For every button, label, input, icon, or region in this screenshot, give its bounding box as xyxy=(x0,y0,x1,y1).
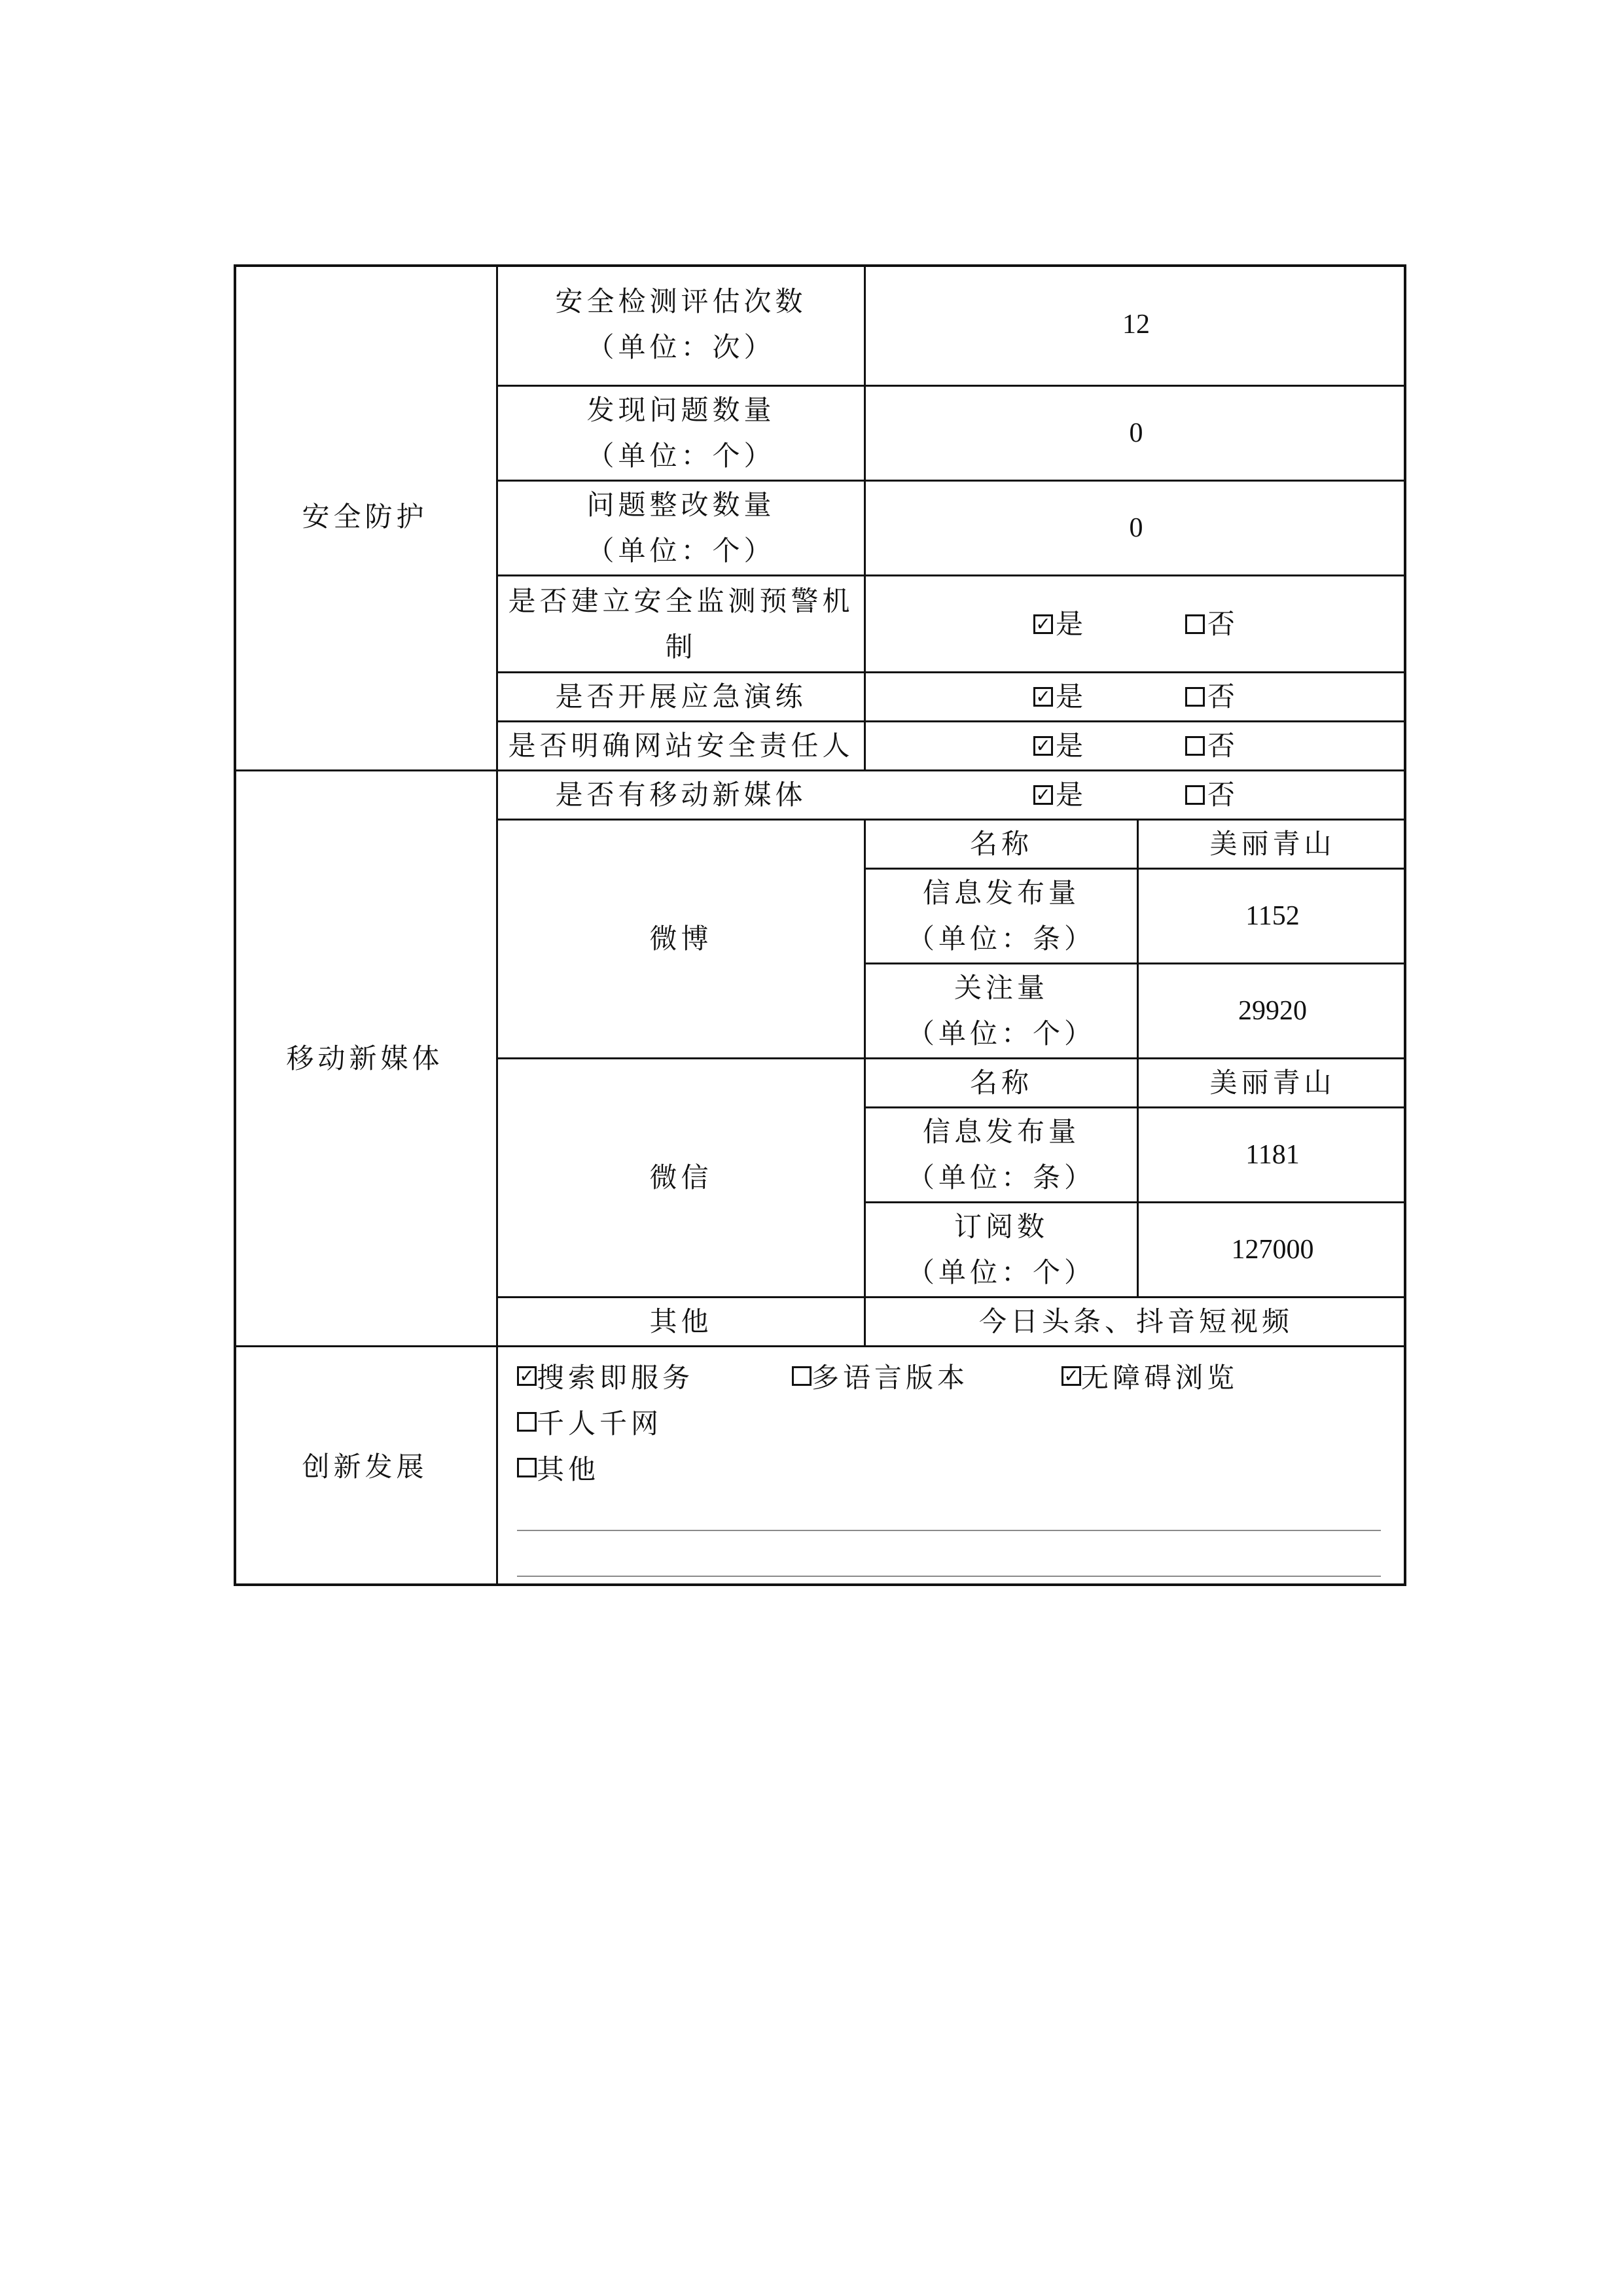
innovation-option[interactable] xyxy=(517,1399,662,1445)
issues-fixed-value xyxy=(866,482,1406,574)
wechat-name-label-text: 名称 xyxy=(969,1067,1033,1099)
yes-option[interactable] xyxy=(1033,601,1087,647)
weibo-name-label-text: 名称 xyxy=(969,828,1033,860)
innovation-option-label: 多语言版本 xyxy=(812,1362,969,1394)
checkbox-icon[interactable] xyxy=(1185,785,1205,805)
yes-label: 是 xyxy=(1055,680,1087,713)
issues-found-value xyxy=(866,387,1406,480)
has-media-label xyxy=(498,771,864,819)
no-option[interactable] xyxy=(1185,772,1239,818)
weibo-posts-label xyxy=(866,870,1137,963)
weibo-name-value xyxy=(1139,821,1406,868)
no-label: 否 xyxy=(1207,779,1240,811)
innovation-option-label: 搜索即服务 xyxy=(537,1362,694,1394)
wechat-subscribers-value-text: 127000 xyxy=(1231,1235,1314,1265)
yes-label: 是 xyxy=(1055,779,1087,811)
innovation-section-label-text: 创新发展 xyxy=(302,1450,428,1483)
wechat-subscribers-value xyxy=(1139,1203,1406,1296)
yes-label: 是 xyxy=(1055,730,1087,762)
other-media-label-text: 其他 xyxy=(649,1305,713,1337)
issues-found-label-line2: （单位：个） xyxy=(586,440,776,472)
no-label: 否 xyxy=(1207,730,1240,762)
checkbox-icon[interactable]: ✓ xyxy=(1061,1366,1081,1386)
issues-found-label-line1: 发现问题数量 xyxy=(586,394,776,426)
no-label: 否 xyxy=(1207,607,1240,640)
innovation-option-label: 其他 xyxy=(537,1453,600,1485)
responsible-person-choice xyxy=(866,722,1406,769)
weibo-followers-label-line2: （单位：个） xyxy=(906,1017,1096,1050)
warning-mechanism-label-line2: 制 xyxy=(665,630,697,663)
weibo-followers-value xyxy=(1139,964,1406,1057)
yes-option[interactable] xyxy=(1033,674,1087,720)
innovation-options xyxy=(517,1353,1387,1582)
no-option[interactable] xyxy=(1185,723,1239,769)
issues-fixed-label-line1: 问题整改数量 xyxy=(586,489,776,521)
issues-fixed-label xyxy=(498,482,864,574)
emergency-drill-choice xyxy=(866,673,1406,720)
wechat-subscribers-label-line1: 订阅数 xyxy=(954,1210,1048,1243)
yes-option[interactable] xyxy=(1033,772,1087,818)
other-media-value xyxy=(866,1298,1406,1345)
wechat-name-value-text: 美丽青山 xyxy=(1209,1067,1336,1099)
security-section-label xyxy=(234,264,496,769)
other-media-value-text: 今日头条、抖音短视频 xyxy=(978,1305,1293,1337)
wechat-posts-label-line1: 信息发布量 xyxy=(922,1116,1080,1148)
checkbox-icon[interactable] xyxy=(1185,736,1205,756)
checkbox-icon[interactable] xyxy=(792,1366,812,1386)
issues-found-value-text: 0 xyxy=(1129,418,1143,448)
weibo-label-text: 微博 xyxy=(649,923,713,955)
mobile-media-section-label xyxy=(234,771,496,1345)
has-media-label-text: 是否有移动新媒体 xyxy=(555,779,807,811)
no-label: 否 xyxy=(1207,680,1240,713)
checkbox-icon[interactable]: ✓ xyxy=(1033,687,1053,707)
test-count-label-line1: 安全检测评估次数 xyxy=(555,285,807,317)
wechat-posts-label-line2: （单位：条） xyxy=(906,1161,1096,1193)
innovation-option[interactable] xyxy=(1061,1353,1238,1399)
responsible-person-label-text: 是否明确网站安全责任人 xyxy=(508,730,854,762)
innovation-option-label: 千人千网 xyxy=(537,1407,663,1439)
wechat-posts-value-text: 1181 xyxy=(1245,1140,1300,1170)
innovation-option-label: 无障碍浏览 xyxy=(1081,1362,1239,1394)
weibo-label xyxy=(498,821,864,1057)
innovation-option[interactable] xyxy=(792,1353,969,1399)
wechat-name-value xyxy=(1139,1059,1406,1106)
warning-mechanism-label-line1: 是否建立安全监测预警机 xyxy=(508,584,854,617)
other-media-label xyxy=(498,1298,864,1345)
wechat-label xyxy=(498,1059,864,1296)
wechat-posts-value xyxy=(1139,1108,1406,1201)
weibo-followers-value-text: 29920 xyxy=(1238,996,1307,1026)
security-section-label-text: 安全防护 xyxy=(302,501,428,533)
mobile-media-section-label-text: 移动新媒体 xyxy=(286,1042,444,1074)
no-option[interactable] xyxy=(1185,674,1239,720)
responsible-person-label xyxy=(498,722,864,769)
wechat-posts-label xyxy=(866,1108,1137,1201)
checkbox-icon[interactable]: ✓ xyxy=(1033,736,1053,756)
weibo-posts-label-line1: 信息发布量 xyxy=(922,877,1080,909)
test-count-label-line2: （单位：次） xyxy=(586,331,776,363)
innovation-option[interactable] xyxy=(517,1445,599,1491)
issues-found-label xyxy=(498,387,864,480)
test-count-value-text: 12 xyxy=(1122,309,1150,340)
test-count-value xyxy=(866,264,1406,385)
warning-mechanism-label xyxy=(498,576,864,671)
fill-in-line[interactable] xyxy=(517,1576,1381,1577)
emergency-drill-label-text: 是否开展应急演练 xyxy=(555,680,807,713)
checkbox-icon[interactable]: ✓ xyxy=(1033,614,1053,634)
test-count-label xyxy=(498,264,864,385)
weibo-posts-value-text: 1152 xyxy=(1245,901,1300,931)
wechat-name-label xyxy=(866,1059,1137,1106)
has-media-choice xyxy=(866,771,1406,819)
yes-label: 是 xyxy=(1055,607,1087,640)
checkbox-icon[interactable] xyxy=(517,1458,537,1477)
yes-option[interactable] xyxy=(1033,723,1087,769)
wechat-subscribers-label-line2: （单位：个） xyxy=(906,1256,1096,1288)
wechat-subscribers-label xyxy=(866,1203,1137,1296)
weibo-posts-value xyxy=(1139,870,1406,963)
warning-mechanism-choice xyxy=(866,576,1406,671)
innovation-option[interactable] xyxy=(517,1353,694,1399)
issues-fixed-value-text: 0 xyxy=(1129,513,1143,543)
emergency-drill-label xyxy=(498,673,864,720)
checkbox-icon[interactable] xyxy=(1185,614,1205,634)
checkbox-icon[interactable]: ✓ xyxy=(1033,785,1053,805)
weibo-name-label xyxy=(866,821,1137,868)
fill-in-line[interactable] xyxy=(517,1530,1381,1531)
no-option[interactable] xyxy=(1185,601,1239,647)
checkbox-icon[interactable] xyxy=(517,1412,537,1432)
weibo-posts-label-line2: （单位：条） xyxy=(906,923,1096,955)
weibo-name-value-text: 美丽青山 xyxy=(1209,828,1336,860)
issues-fixed-label-line2: （单位：个） xyxy=(586,535,776,567)
checkbox-icon[interactable] xyxy=(1185,687,1205,707)
weibo-followers-label xyxy=(866,964,1137,1057)
wechat-label-text: 微信 xyxy=(649,1161,713,1193)
innovation-section-label xyxy=(234,1347,496,1586)
weibo-followers-label-line1: 关注量 xyxy=(954,972,1048,1004)
checkbox-icon[interactable]: ✓ xyxy=(517,1366,537,1386)
